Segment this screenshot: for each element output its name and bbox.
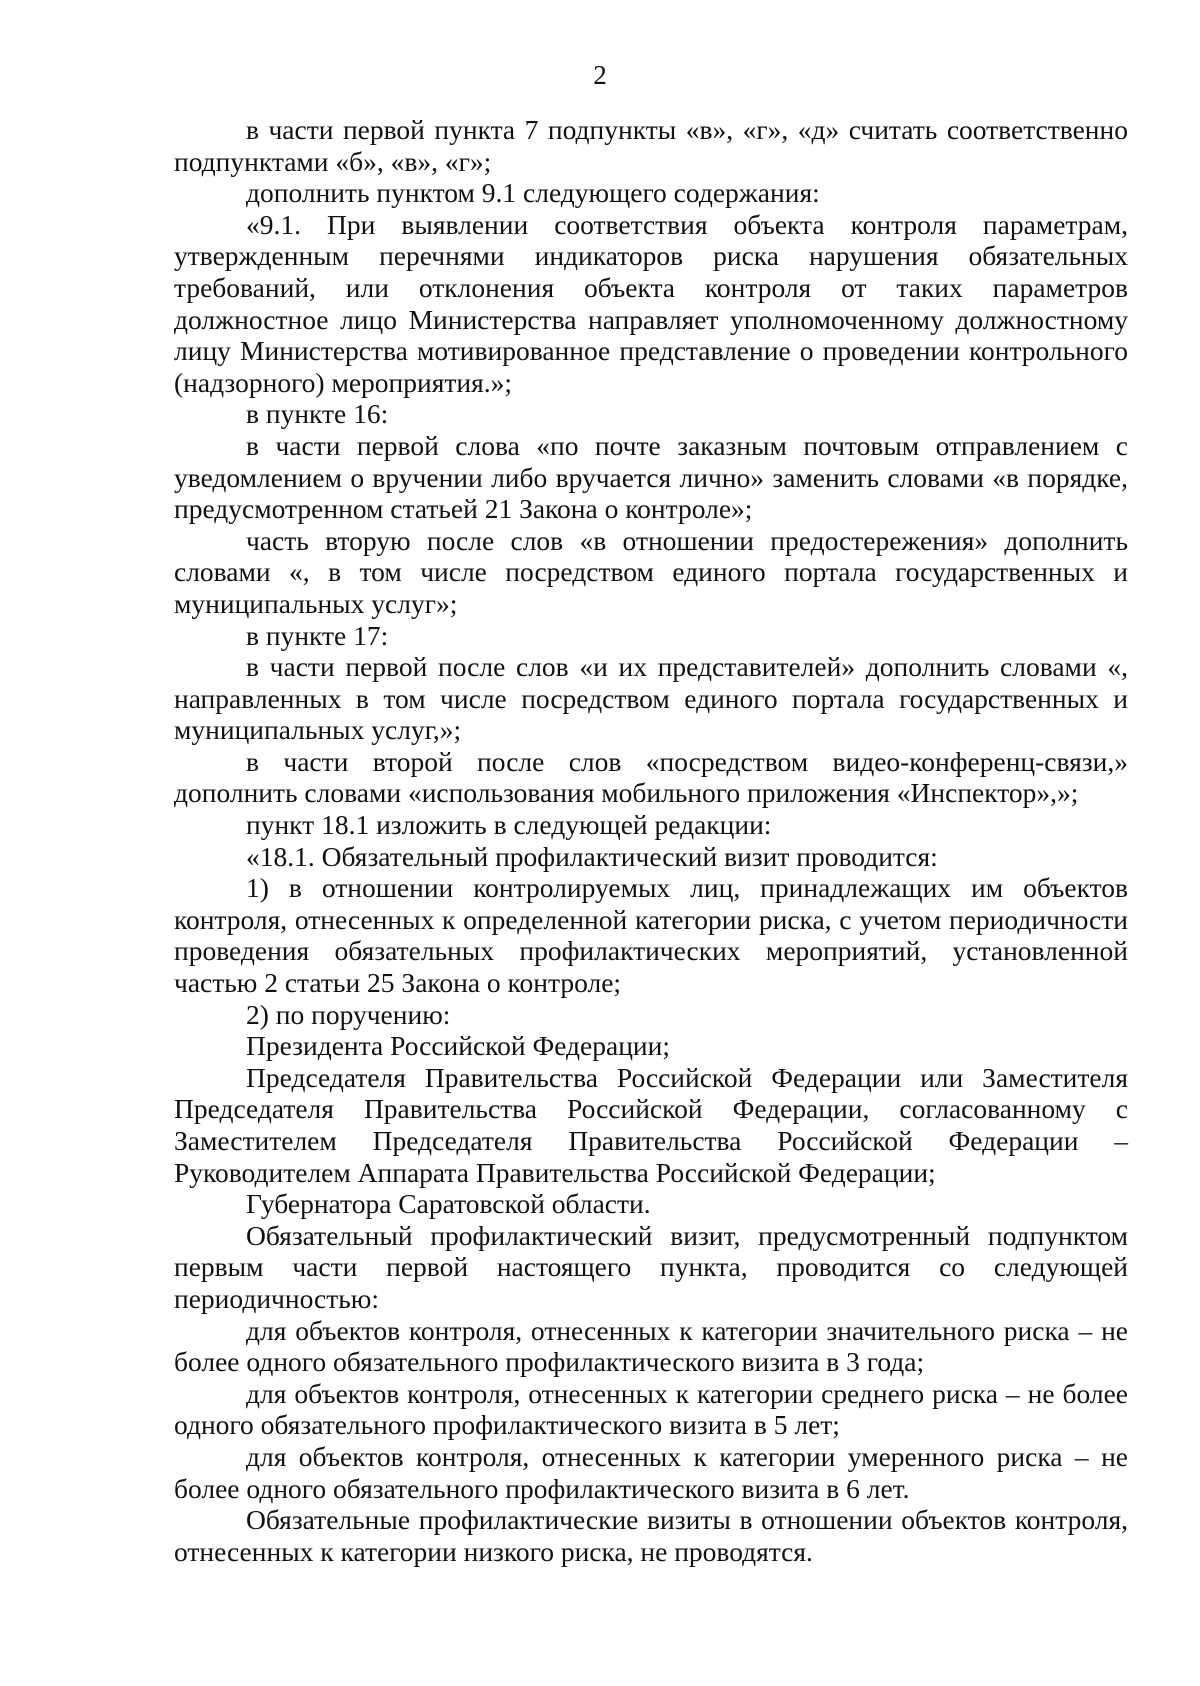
page-number: 2 <box>593 60 607 90</box>
paragraph: Председателя Правительства Российской Федерации или Заместителя Председателя Правительства Российской Федерации, согласованному с Заместителем Председателя Правительства Российской Федерации – Руководителем Аппарата Правительства Российской Федерации; <box>174 1061 1128 1188</box>
paragraph: дополнить пунктом 9.1 следующего содержания: <box>246 177 820 209</box>
paragraph: в части первой пункта 7 подпункты «в», «г», «д» считать соответственно подпунктами «б», «в», «г»; <box>174 114 1128 177</box>
paragraph: Обязательный профилактический визит, предусмотренный подпунктом первым части первой настоящего пункта, проводится со следующей периодичностью: <box>174 1219 1128 1314</box>
paragraph: в пункте 16: <box>246 398 389 430</box>
paragraph: в части первой слова «по почте заказным почтовым отправлением с уведомлением о вручении либо вручается лично» заменить словами «в порядке, предусмотренном статьей 21 Закона о контроле»; <box>174 429 1128 525</box>
document-body <box>174 114 1128 1567</box>
paragraph: часть вторую после слов «в отношении предостережения» дополнить словами «, в том числе посредством единого портала государственных и муниципальных услуг»; <box>174 524 1128 619</box>
paragraph: «9.1. При выявлении соответствия объекта контроля параметрам, утвержденным перечнями индикаторов риска нарушения обязательных требований, или отклонения объекта контроля от таких параметров должностное лицо Министерства направляет уполномоченному должностному лицу Министерства мотивированное представление о проведении контрольного (надзорного) мероприятия.»; <box>174 208 1128 398</box>
paragraph: в части второй после слов «посредством видео-конференц-связи,» дополнить словами «использования мобильного приложения «Инспектор»,»; <box>174 745 1128 809</box>
paragraph: Обязательные профилактические визиты в отношении объектов контроля, отнесенных к категории низкого риска, не проводятся. <box>174 1504 1128 1567</box>
paragraph: «18.1. Обязательный профилактический визит проводится: <box>246 840 938 872</box>
paragraph: Губернатора Саратовской области. <box>246 1188 651 1220</box>
paragraph: 1) в отношении контролируемых лиц, принадлежащих им объектов контроля, отнесенных к определенной категории риска, с учетом периодичности проведения обязательных профилактических мероприятий, установленной частью 2 статьи 25 Закона о контроле; <box>174 872 1128 999</box>
paragraph: 2) по поручению: <box>246 998 451 1030</box>
paragraph: пункт 18.1 изложить в следующей редакции: <box>246 809 772 841</box>
paragraph: для объектов контроля, отнесенных к категории среднего риска – не более одного обязательного профилактического визита в 5 лет; <box>174 1377 1128 1441</box>
paragraph: для объектов контроля, отнесенных к категории умеренного риска – не более одного обязательного профилактического визита в 6 лет. <box>174 1440 1128 1504</box>
paragraph: для объектов контроля, отнесенных к категории значительного риска – не более одного обязательного профилактического визита в 3 года; <box>174 1314 1128 1378</box>
paragraph: Президента Российской Федерации; <box>246 1030 670 1062</box>
paragraph: в части первой после слов «и их представителей» дополнить словами «, направленных в том числе посредством единого портала государственных и муниципальных услуг,»; <box>174 651 1128 746</box>
paragraph: в пункте 17: <box>246 619 389 651</box>
